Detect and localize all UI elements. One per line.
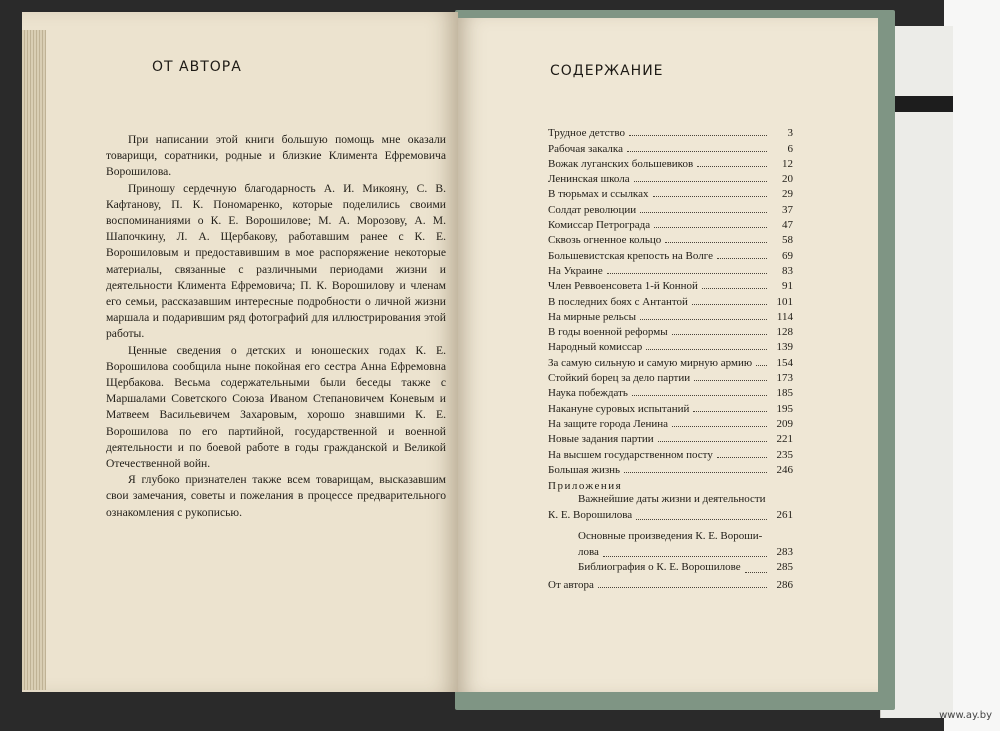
toc-entry-page: 20 [782, 173, 793, 186]
toc-entry-page: 12 [782, 157, 793, 170]
toc-entry [548, 155, 793, 170]
toc-entry [548, 231, 793, 246]
leader-dots [636, 519, 767, 520]
toc-entry-page: 154 [776, 356, 793, 369]
appendix-entry [548, 492, 793, 523]
toc-entry [548, 246, 793, 261]
toc-entry-page: 37 [782, 203, 793, 216]
toc-entry-title: Большая жизнь [548, 463, 621, 476]
toc-entry-page: 173 [776, 372, 793, 385]
leader-dots [598, 587, 767, 588]
toc-entry [548, 124, 793, 139]
leader-dots [717, 457, 767, 458]
appendix-entry-page: 283 [776, 545, 793, 558]
toc-entry-title: На Украине [548, 264, 603, 277]
toc-entry [548, 323, 793, 338]
toc-entry-page: 6 [787, 142, 793, 155]
toc-entry-page: 101 [776, 295, 793, 308]
toc-entry-page: 69 [782, 249, 793, 262]
leader-dots [627, 151, 767, 152]
toc-entry-page: 209 [776, 417, 793, 430]
toc-entry-title: На мирные рельсы [548, 310, 636, 323]
toc-entry [548, 461, 793, 476]
toc-entry-title: От автора [548, 578, 594, 591]
appendix-entry-title: Основные произведения К. Е. Вороши- [578, 530, 763, 542]
toc-entry-page: 195 [776, 402, 793, 415]
toc-entry-page: 286 [776, 578, 793, 591]
toc-entry-title: Большевистская крепость на Волге [548, 249, 713, 262]
toc-entry-page: 185 [776, 387, 793, 400]
leader-dots [634, 181, 767, 182]
toc-entry-title: Солдат революции [548, 203, 637, 216]
toc-entry [548, 139, 793, 154]
toc-entry-page: 246 [776, 463, 793, 476]
toc-entry [548, 369, 793, 384]
toc-entry [548, 277, 793, 292]
toc-entry-title: Рабочая закалка [548, 142, 623, 155]
toc-entry-title: Стойкий борец за дело партии [548, 372, 691, 385]
toc-entry [548, 185, 793, 200]
toc-entry-page: 58 [782, 234, 793, 247]
toc-entry-page: 91 [782, 280, 793, 293]
appendix-entry-page: 261 [776, 508, 793, 521]
toc-entry [548, 216, 793, 231]
contents-heading: СОДЕРЖАНИЕ [550, 63, 664, 79]
appendix-entry-title-cont: лова [578, 545, 599, 558]
toc-entry-title: Вожак луганских большевиков [548, 157, 694, 170]
toc-entry [548, 415, 793, 430]
leader-dots [646, 349, 767, 350]
toc-entry [548, 292, 793, 307]
author-note [106, 132, 446, 521]
leader-dots [640, 212, 767, 213]
left-page-heading: ОТ АВТОРА [152, 59, 242, 75]
appendix-entry-title-cont: К. Е. Ворошилова [548, 508, 633, 521]
appendix-entry [548, 529, 793, 560]
toc-entry-title: В тюрьмах и ссылках [548, 188, 649, 201]
leader-dots [717, 258, 767, 259]
toc-entry-page: 29 [782, 188, 793, 201]
appendix-entry-title: Важнейшие даты жизни и деятельности [578, 493, 766, 505]
leader-dots [640, 319, 767, 320]
toc-entry-title: Народный комиссар [548, 341, 643, 354]
leader-dots [702, 288, 767, 289]
toc-entry-page: 128 [776, 326, 793, 339]
toc-entry-title: Наука побеждать [548, 387, 628, 400]
toc-entry-page: 235 [776, 448, 793, 461]
table-of-contents [548, 124, 793, 476]
toc-entry-title: Накануне суровых испытаний [548, 402, 690, 415]
toc-entry-page: 47 [782, 219, 793, 232]
leader-dots [672, 426, 767, 427]
toc-entry-page: 114 [776, 310, 793, 323]
toc-entry-title: Комиссар Петрограда [548, 219, 651, 232]
toc-entry-title: В годы военной реформы [548, 326, 668, 339]
toc-entry-page: 221 [776, 433, 793, 446]
appendix-entry [548, 560, 793, 576]
author-paragraph: При написании этой книги большую помощь мне оказали товарищи, соратники, родные и близкие Климента Ефремовича Ворошилова. [106, 133, 446, 179]
toc-entry-page: 139 [776, 341, 793, 354]
toc-entry-title: Трудное детство [548, 127, 625, 140]
toc-entry-title: Ленинская школа [548, 173, 630, 186]
author-paragraph: Я глубоко признателен также всем товарищам, высказавшим свои замечания, советы и пожелания в процессе предварительного ознакомления с рукописью. [106, 473, 446, 519]
toc-entry [548, 353, 793, 368]
leader-dots [745, 572, 767, 573]
toc-entry [548, 200, 793, 215]
author-paragraph: Приношу сердечную благодарность А. И. Микояну, С. В. Кафтанову, П. К. Пономаренко, которые поделились своими воспоминаниями о К. Е. Ворошилове; М. А. Морозову, А. М. Шапочкину, Л. А. Щербакову, работавшим ранее с К. Е. Ворошиловым и предоставившим в мое распоряжение некоторые материалы, связанные с различными периодами жизни и деятельности Климента Ефремовича; П. К. Ворошилову и членам его семьи, рассказавшим интересные подробности о личной жизни маршала и подарившим ряд фотографий для иллюстрирования этой работы. [106, 181, 446, 341]
toc-entry-page: 83 [782, 264, 793, 277]
toc-entry [548, 308, 793, 323]
toc-entry-title: Член Реввоенсовета 1-й Конной [548, 280, 698, 293]
toc-entry [548, 170, 793, 185]
toc-entry-title: В последних боях с Антантой [548, 295, 688, 308]
page-edges [22, 30, 46, 690]
leader-dots [653, 196, 768, 197]
watermark: www.ay.by [939, 710, 992, 721]
appendix-heading: Приложения [548, 480, 623, 492]
leader-dots [629, 135, 767, 136]
toc-entry [548, 430, 793, 445]
leader-dots [694, 380, 767, 381]
toc-entry-page: 3 [787, 127, 793, 140]
toc-entry [548, 576, 793, 591]
leader-dots [624, 472, 767, 473]
toc-entry-title: За самую сильную и самую мирную армию [548, 356, 753, 369]
leader-dots [607, 273, 767, 274]
toc-entry [548, 338, 793, 353]
leader-dots [658, 441, 767, 442]
leader-dots [654, 227, 767, 228]
toc-entry-title: На защите города Ленина [548, 417, 669, 430]
toc-entry [548, 399, 793, 414]
appendix-entry-title: Библиография о К. Е. Ворошилове [578, 561, 741, 573]
toc-entry-title: Новые задания партии [548, 433, 654, 446]
toc-entry [548, 262, 793, 277]
left-page [22, 12, 458, 692]
toc-entry [548, 384, 793, 399]
leader-dots [632, 395, 767, 396]
leader-dots [672, 334, 767, 335]
right-page [458, 18, 878, 692]
leader-dots [665, 242, 767, 243]
toc-entry [548, 445, 793, 460]
author-paragraph: Ценные сведения о детских и юношеских годах К. Е. Ворошилова сообщила ныне покойная его сестра Анна Ефремовна Щербакова. Весьма содержательными были беседы также с Маршалами Советского Союза Иваном Степановичем Коневым и Матвеем Васильевичем Захаровым, хорошо знавшими К. Е. Ворошилова по его партийной, государственной и военной деятельности и по боевой работе в годы гражданской и Великой Отечественной войн. [106, 343, 446, 471]
leader-dots [756, 365, 767, 366]
toc-entry-title: Сквозь огненное кольцо [548, 234, 662, 247]
appendix-list [548, 492, 793, 591]
leader-dots [603, 556, 767, 557]
toc-entry-title: На высшем государственном посту [548, 448, 713, 461]
appendix-entry-page: 285 [776, 561, 793, 573]
leader-dots [693, 411, 767, 412]
leader-dots [697, 166, 767, 167]
leader-dots [692, 304, 767, 305]
